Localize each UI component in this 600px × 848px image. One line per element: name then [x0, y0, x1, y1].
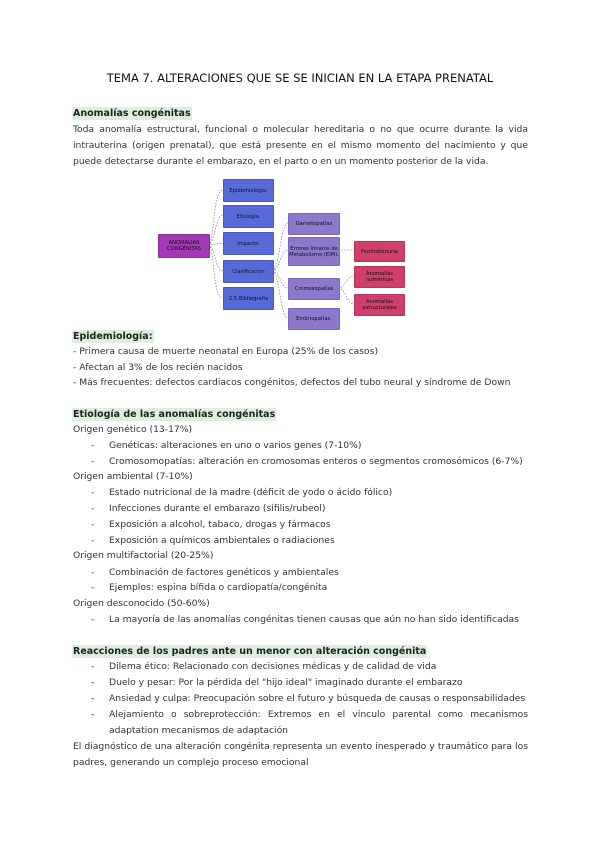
- diagram-node-anomalias-estructurales: Anomalías estructurales: [354, 294, 405, 316]
- list-item: Exposición a alcohol, tabaco, drogas y fármacos: [109, 519, 331, 530]
- bullet-dash: -: [91, 582, 95, 593]
- bullet-dash: -: [91, 567, 95, 578]
- list-item: Cromosomopatías: alteración en cromosomas enteros o segmentos cromosómicos (6-7%): [109, 456, 523, 467]
- bullet-dash: -: [91, 677, 95, 688]
- list-item: Estado nutricional de la madre (déficit de yodo o ácido fólico): [109, 487, 393, 498]
- diagram-node-cromosopatias: Cromosopatías: [288, 278, 340, 300]
- epidemiology-line: - Primera causa de muerte neonatal en Europa (25% de los casos): [73, 346, 379, 357]
- group-title: Origen multifactorial (20-25%): [73, 550, 214, 561]
- diagram-node-fenilcetonuria: Fenilcetonuria: [354, 241, 405, 262]
- bullet-dash: -: [91, 693, 95, 704]
- page-title: TEMA 7. ALTERACIONES QUE SE SE INICIAN EN LA ETAPA PRENATAL: [106, 71, 494, 85]
- diagram-root-node: ANOMALÍAS CONGÉNITAS: [158, 234, 210, 258]
- section-heading-reacciones: Reacciones de los padres ante un menor con alteración congénita: [73, 646, 427, 657]
- diagram-node-bibliografia: 2.5 Bibliografía: [223, 287, 274, 310]
- list-item: Infecciones durante el embarazo (sífilis/rubeol): [109, 503, 326, 514]
- bullet-dash: -: [91, 487, 95, 498]
- group-title: Origen desconocido (50-60%): [73, 598, 210, 609]
- group-title: Origen genético (13-17%): [73, 424, 193, 435]
- bullet-dash: -: [91, 661, 95, 672]
- epidemiology-line: - Afectan al 3% de los recién nacidos: [73, 362, 243, 373]
- diagram-node-epidemiologia: Epidemiología.: [223, 179, 274, 202]
- closing-paragraph: El diagnóstico de una alteración congénita representa un evento inesperado y traumático para los padres, generando un complejo proceso emocional: [73, 741, 528, 768]
- list-item: Duelo y pesar: Por la pérdida del "hijo ideal" imaginado durante el embarazo: [109, 677, 463, 688]
- list-item: Ejemplos: espina bífida o cardiopatía/congénita: [109, 582, 328, 593]
- list-item: Combinación de factores genéticos y ambientales: [109, 567, 339, 578]
- list-item: Alejamiento o sobreprotección: Extremos en el vínculo parental como mecanismos adaptation mecanismos de adaptación: [109, 709, 528, 736]
- diagram-node-embriopatias: Embriopatías.: [288, 308, 340, 330]
- bullet-dash: -: [91, 519, 95, 530]
- bullet-dash: -: [91, 440, 95, 451]
- bullet-dash: -: [91, 709, 95, 720]
- section-heading-etiologia: Etiología de las anomalías congénitas: [73, 409, 276, 420]
- bullet-dash: -: [91, 456, 95, 467]
- list-item: Ansiedad y culpa: Preocupación sobre el futuro y búsqueda de causas o responsabilidades: [109, 693, 526, 704]
- list-item: La mayoría de las anomalías congénitas tienen causas que aún no han sido identificadas: [109, 614, 519, 625]
- list-item: Dilema ético: Relacionado con decisiones médicas y de calidad de vida: [109, 661, 437, 672]
- diagram-node-clasificacion: Clasificación: [223, 260, 274, 283]
- diagram-node-etiologia: Etiología.: [223, 205, 274, 228]
- concept-map-diagram: [150, 175, 450, 335]
- epidemiology-line: - Más frecuentes: defectos cardiacos congénitos, defectos del tubo neural y síndrome de Down: [73, 377, 511, 388]
- diagram-node-gametopatias: Gametopatías: [288, 213, 340, 235]
- bullet-dash: -: [91, 535, 95, 546]
- diagram-node-eim: Errores Innatos de Metabolismo (EIM).: [288, 237, 340, 266]
- section-heading-anomalias: Anomalías congénitas: [73, 108, 191, 119]
- diagram-node-anomalias-numericas: Anomalías numéricas: [354, 266, 405, 288]
- bullet-dash: -: [91, 503, 95, 514]
- group-title: Origen ambiental (7-10%): [73, 471, 193, 482]
- list-item: Exposición a químicos ambientales o radiaciones: [109, 535, 335, 546]
- bullet-dash: -: [91, 614, 95, 625]
- list-item: Genéticas: alteraciones en uno o varios genes (7-10%): [109, 440, 362, 451]
- section-heading-epidemiologia: Epidemiología:: [73, 331, 153, 342]
- diagram-node-impacto: Impacto.: [223, 232, 274, 255]
- definition-paragraph: Toda anomalía estructural, funcional o molecular hereditaria o no que ocurre durante la vida intrauterina (origen prenatal), que está presente en el mismo momento del nacimiento y que puede detectarse durante el embarazo, en el parto o en un momento posterior de la vida.: [73, 124, 528, 167]
